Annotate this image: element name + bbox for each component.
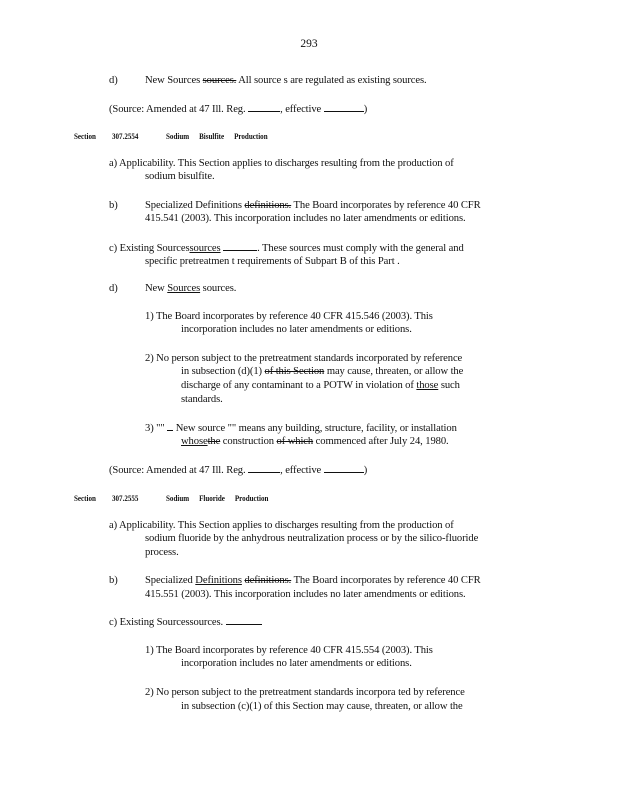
b-label: b) bbox=[109, 575, 118, 586]
new-sources-paragraph bbox=[145, 74, 427, 87]
d2-line-2 bbox=[181, 365, 463, 378]
underlined-text: Definitions bbox=[195, 575, 242, 586]
text: New source "" means any building, structure, facility, or installation bbox=[175, 423, 457, 434]
struck-text: definitions. bbox=[244, 200, 292, 211]
blank-line bbox=[167, 421, 173, 431]
existing-sources-line-1 bbox=[109, 241, 464, 255]
effective-text: , effective bbox=[280, 104, 322, 115]
struck-text: the bbox=[207, 436, 221, 447]
section-title: Sodium Bisulfite Production bbox=[166, 131, 268, 141]
underlined-text: sources bbox=[189, 243, 221, 254]
applicability-line-2: sodium bisulfite. bbox=[145, 171, 215, 182]
text: discharge of any contaminant to a POTW in violation of bbox=[181, 380, 414, 391]
applicability-line-2: sodium fluoride by the anhydrous neutralization process or by the silico-fluoride bbox=[145, 533, 479, 544]
existing-sources-line-2: specific pretreatmen t requirements of Subpart B of this Part . bbox=[145, 256, 400, 267]
text: sources. bbox=[202, 283, 237, 294]
text: such bbox=[440, 380, 460, 391]
d2-label: d) bbox=[109, 283, 118, 294]
blank-line bbox=[223, 241, 257, 251]
definitions-line-1 bbox=[145, 199, 481, 212]
definitions-line-2: 415.541 (2003). This incorporation includes no later amendments or editions. bbox=[145, 213, 466, 224]
struck-text: of this Section bbox=[264, 366, 325, 377]
section-label: Section bbox=[74, 493, 96, 503]
c2-line-2: in subsection (c)(1) of this Section may cause, threaten, or allow the bbox=[181, 701, 463, 712]
applicability-line-3: process. bbox=[145, 547, 179, 558]
d3-line-1 bbox=[145, 421, 457, 435]
c1-line-1: 1) The Board incorporates by reference 40 CFR 415.554 (2003). This bbox=[145, 645, 433, 656]
text: Specialized bbox=[145, 575, 193, 586]
blank-line bbox=[248, 463, 280, 473]
text: in subsection (d)(1) bbox=[181, 366, 262, 377]
text: New bbox=[145, 283, 165, 294]
section-number: 307.2554 bbox=[112, 131, 139, 141]
b-label: b) bbox=[109, 200, 118, 211]
struck-text: definitions. bbox=[244, 575, 292, 586]
text: Specialized Definitions bbox=[145, 200, 242, 211]
text: The Board incorporates by reference 40 CFR bbox=[293, 575, 481, 586]
d1-line-1: 1) The Board incorporates by reference 40 CFR 415.546 (2003). This bbox=[145, 311, 433, 322]
source-text: (Source: Amended at 47 Ill. Reg. bbox=[109, 465, 246, 476]
underlined-text: those bbox=[416, 380, 439, 391]
source-note bbox=[109, 463, 367, 477]
definitions-line-1 bbox=[145, 574, 481, 587]
text: All source s are regulated as existing sources. bbox=[238, 75, 427, 86]
d2-line-1: 2) No person subject to the pretreatment standards incorporated by reference bbox=[145, 353, 463, 364]
underlined-text: whose bbox=[181, 436, 208, 447]
existing-sources-line-1 bbox=[109, 616, 262, 629]
definitions-line-2: 415.551 (2003). This incorporation includes no later amendments or editions. bbox=[145, 589, 466, 600]
struck-text: of which bbox=[276, 436, 314, 447]
applicability-line-1: a) Applicability. This Section applies to discharges resulting from the production of bbox=[109, 520, 454, 531]
d3-line-2 bbox=[181, 435, 449, 448]
d-label: d) bbox=[109, 75, 118, 86]
d2-line-4: standards. bbox=[181, 394, 223, 405]
text: . These sources must comply with the general and bbox=[257, 243, 464, 254]
d2-line-3 bbox=[181, 379, 460, 392]
effective-text: , effective bbox=[280, 465, 322, 476]
applicability-line-1: a) Applicability. This Section applies to discharges resulting from the production of bbox=[109, 158, 454, 169]
source-text: (Source: Amended at 47 Ill. Reg. bbox=[109, 104, 246, 115]
text: commenced after July 24, 1980. bbox=[315, 436, 449, 447]
c1-line-2: incorporation includes no later amendments or editions. bbox=[181, 658, 412, 669]
blank-line bbox=[324, 463, 364, 473]
blank-line bbox=[324, 102, 364, 112]
new-sources-heading bbox=[145, 282, 236, 295]
section-number: 307.2555 bbox=[112, 493, 139, 503]
text: New Sources bbox=[145, 75, 201, 86]
page-number: 293 bbox=[300, 38, 318, 50]
text: c) Existing Sources bbox=[109, 243, 190, 254]
text: The Board incorporates by reference 40 CFR bbox=[293, 200, 481, 211]
underlined-text: Sources bbox=[167, 283, 201, 294]
section-label: Section bbox=[74, 131, 96, 141]
section-title: Sodium Fluoride Production bbox=[166, 493, 269, 503]
blank-line bbox=[226, 618, 262, 625]
blank-line bbox=[248, 102, 280, 112]
text: may cause, threaten, or allow the bbox=[326, 366, 464, 377]
struck-text: sources. bbox=[202, 75, 237, 86]
source-note bbox=[109, 102, 367, 116]
source-close: ) bbox=[363, 104, 368, 115]
source-close: ) bbox=[363, 465, 368, 476]
text: construction bbox=[222, 436, 274, 447]
text: 3) "" bbox=[145, 423, 165, 434]
d1-line-2: incorporation includes no later amendments or editions. bbox=[181, 324, 412, 335]
c2-line-1: 2) No person subject to the pretreatment standards incorpora ted by reference bbox=[145, 687, 465, 698]
text: c) Existing Sourcessources. bbox=[109, 617, 224, 628]
